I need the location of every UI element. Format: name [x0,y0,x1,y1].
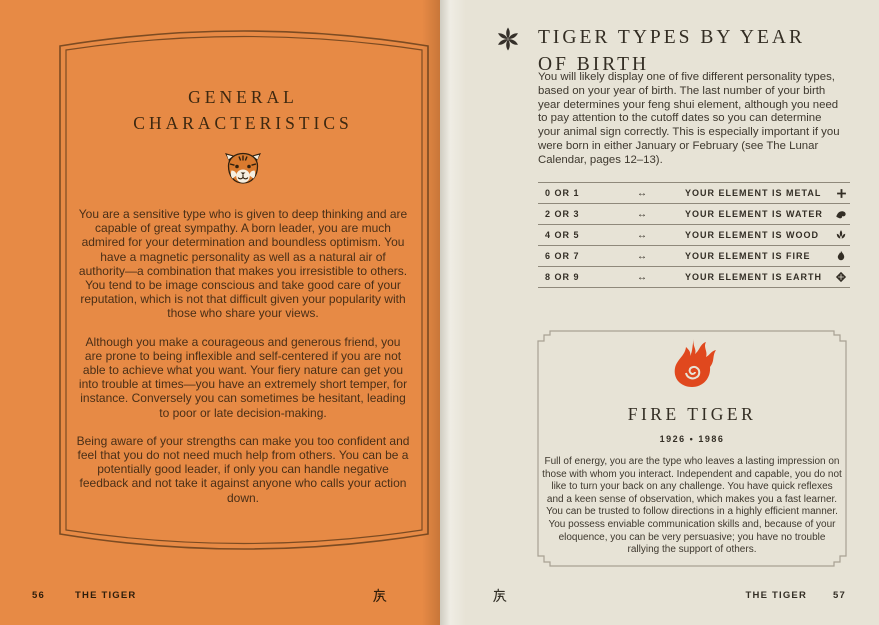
card-body: Full of energy, you are the type who leaves a lasting impression on those with whom you interact. Independent and capable, you do not like to turn your back on any challenge. You have quick reflexes and a keen sense of observation, which makes you a fast learner. You can be trusted to follow directions in a highly efficient manner. You possess enviable communication skills and, because of your eloquence, you can be very persuasive; you have no trouble rallying the support of others. [542,456,842,556]
tiger-kanji-icon [372,588,387,603]
table-row [538,182,850,203]
card-title: FIRE TIGER [627,404,757,424]
year-digits: 8 OR 9 [545,272,580,282]
characteristics-paragraph: You are a sensitive type who is given to deep thinking and are capable of great sympathy. A born leader, you are much admired for your determination and boundless optimism. You have a magnetic personality as well as a natural air of authority—a combination that makes you irresistible to others. You tend to be image conscious and take good care of your reputation, which is not that difficult given your popularity with those who share your views. [78,207,408,321]
running-title: THE TIGER [75,590,137,601]
card-years: 1926 • 1986 [659,434,725,444]
characteristics-paragraph: Being aware of your strengths can make you too confident and feel that you do not need much help from others. You can be a potentially good leader, if only you can handle negative feedback and not take it against anyone who calls your action down. [76,433,410,505]
right-footer [440,588,879,608]
element-table [538,182,850,288]
card-border [528,325,856,572]
asterisk-flower-icon [495,26,521,52]
page-number: 56 [32,590,45,601]
table-row [538,203,850,224]
right-page [440,0,879,625]
left-right-arrow-icon: ↔ [637,208,647,220]
fire-icon [827,250,850,262]
tiger-kanji-icon [492,588,507,603]
left-right-arrow-icon: ↔ [637,229,647,241]
year-digits: 2 OR 3 [545,209,580,219]
left-right-arrow-icon: ↔ [637,250,647,262]
table-row [538,245,850,266]
running-title: THE TIGER [745,590,807,601]
characteristics-paragraph: Although you make a courageous and generous friend, you are prone to being inflexible and self-centered if you are not able to achieve what you want. Your fiery nature can get you into trouble at times—you have an extremely short temper, for instance. Conversely you can sometimes be hesitant, leading to poor or late decision-making. [78,334,408,420]
table-row [538,224,850,245]
element-label: YOUR ELEMENT IS METAL [685,188,822,198]
metal-icon [827,188,850,199]
element-label: YOUR ELEMENT IS FIRE [685,251,811,261]
page-title: GENERAL CHARACTERISTICS [133,87,353,133]
element-label: YOUR ELEMENT IS WOOD [685,230,820,240]
element-label: YOUR ELEMENT IS WATER [685,209,823,219]
wood-icon [827,229,850,241]
water-icon [827,208,850,220]
left-right-arrow-icon: ↔ [637,187,647,199]
table-row [538,266,850,288]
page-number: 57 [833,590,846,601]
section-title: TIGER TYPES BY YEAR OF BIRTH [538,27,805,75]
fire-tiger-card [528,325,856,572]
element-label: YOUR ELEMENT IS EARTH [685,272,823,282]
earth-icon [827,271,850,283]
characteristics-text [76,207,410,505]
year-digits: 0 OR 1 [545,188,580,198]
tiger-face-icon [223,150,263,186]
left-footer [0,588,440,608]
left-right-arrow-icon: ↔ [637,271,647,283]
year-digits: 6 OR 7 [545,251,580,261]
section-intro: You will likely display one of five different personality types, based on your year of birth. The last number of your birth year determines your feng shui element, although you need to pay attention to the cutoff dates so you can determine your animal sign correctly. This is especially important if you were born in either January or February (see The Lunar Calendar, pages 12–13). [538,71,840,166]
year-digits: 4 OR 5 [545,230,580,240]
